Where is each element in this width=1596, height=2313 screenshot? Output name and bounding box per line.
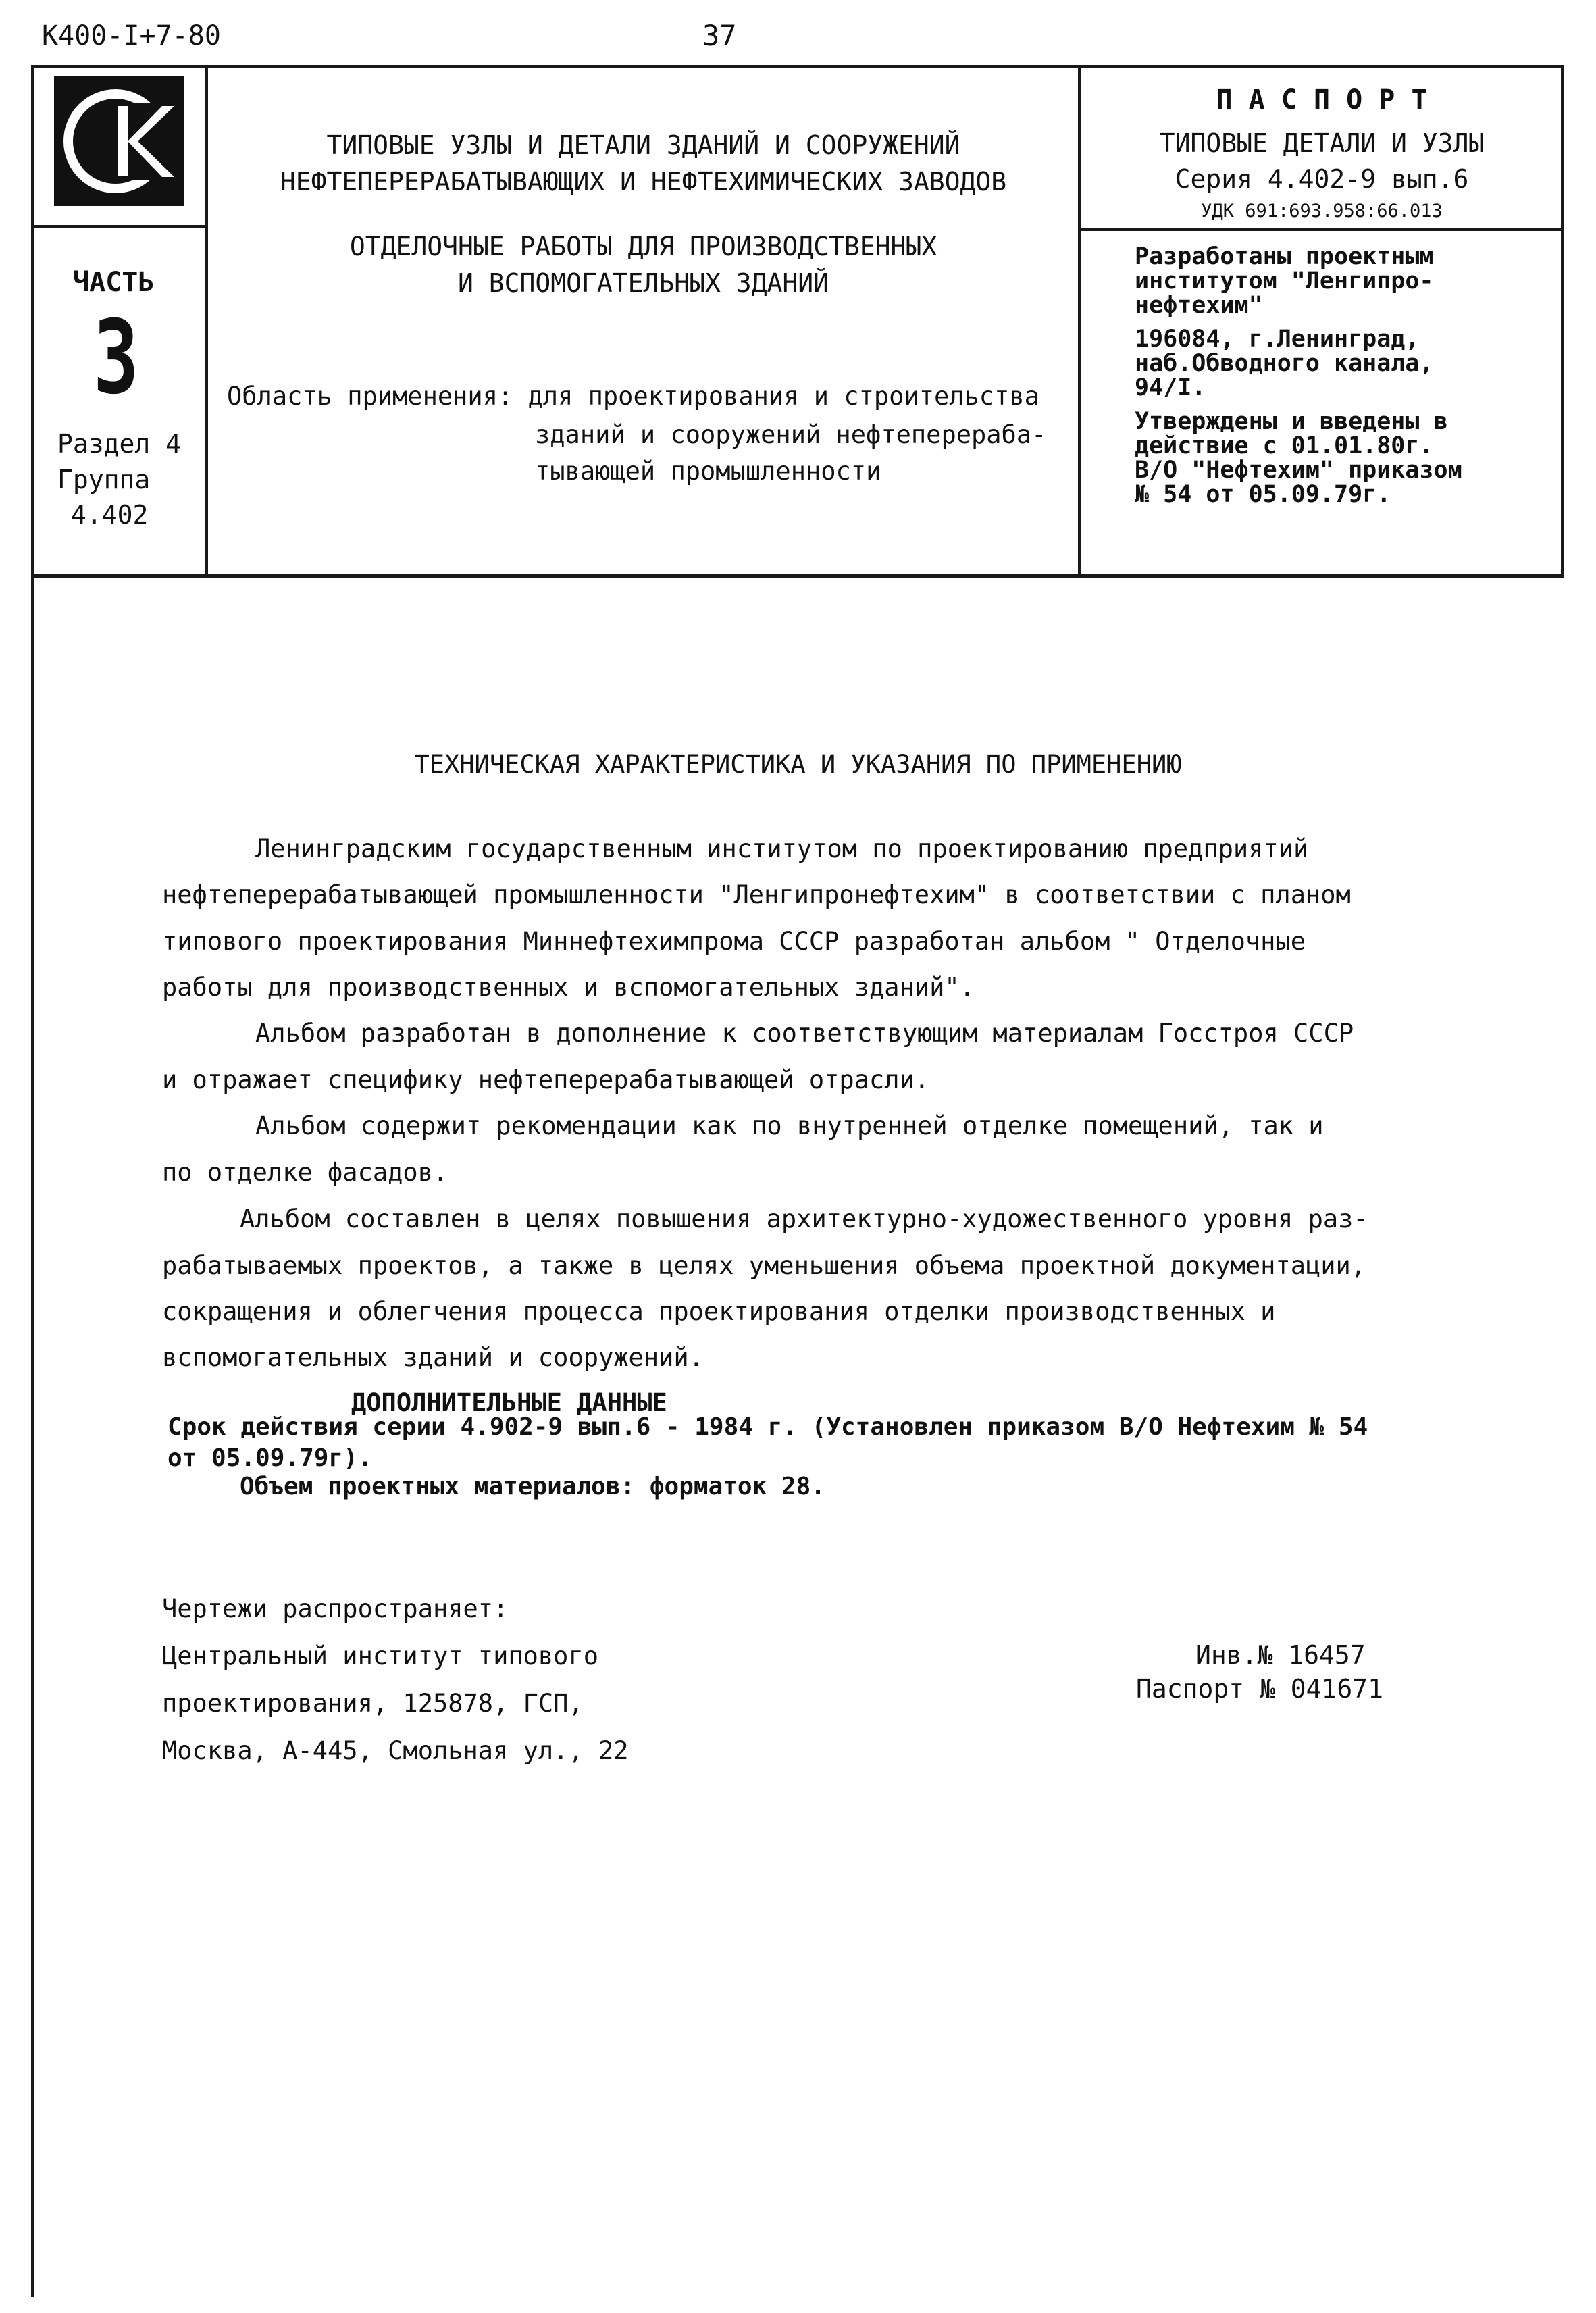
center-subtitle xyxy=(209,228,1077,301)
paragraph-line: Альбом составлен в целях повышения архитектурно-художественного уровня раз- xyxy=(240,1204,1368,1234)
developer-line: Разработаны проектным xyxy=(1135,243,1434,270)
part-label: ЧАСТЬ xyxy=(73,267,155,298)
distribution-line: Центральный институт типового xyxy=(162,1642,599,1671)
album-title-line1: ОТДЕЛОЧНЫЕ РАБОТЫ ДЛЯ ПРОИЗВОДСТВЕННЫХ xyxy=(349,232,937,261)
header-bottom-line xyxy=(31,574,1564,578)
validity-line: Срок действия серии 4.902-9 вып.6 - 1984 г. (Установлен приказом В/О Нефтехим № 54 xyxy=(168,1413,1368,1441)
passport-separator xyxy=(1079,228,1563,231)
group-label: Группа xyxy=(57,465,151,494)
paragraph-line: рабатываемых проектов, а также в целях уменьшения объема проектной документации, xyxy=(162,1251,1366,1280)
organization-logo xyxy=(54,76,184,206)
album-title-line2: И ВСПОМОГАТЕЛЬНЫХ ЗДАНИЙ xyxy=(457,268,829,298)
paragraph-line: по отделке фасадов. xyxy=(162,1158,448,1187)
center-header xyxy=(209,127,1077,200)
frame-top-line xyxy=(31,65,1564,68)
paragraph-line: нефтеперерабатывающей промышленности "Ленгипронефтехим" в соответствии с планом xyxy=(162,880,1351,909)
paragraph-line: Ленинградским государственным институтом по проектированию предприятий xyxy=(255,834,1309,863)
logo-ck-icon xyxy=(54,76,184,206)
paragraph-line: Альбом содержит рекомендации как по внутренней отделке помещений, так и xyxy=(255,1111,1324,1140)
approval-line: В/О "Нефтехим" приказом xyxy=(1135,457,1462,484)
developer-address: наб.Обводного канала, xyxy=(1135,350,1434,377)
distribution-line: Чертежи распространяет: xyxy=(162,1594,509,1623)
distribution-line: проектирования, 125878, ГСП, xyxy=(162,1689,584,1718)
frame-left-line xyxy=(31,65,34,2297)
scope-line1: Область применения: для проектирования и строительства xyxy=(227,382,1039,411)
paragraph-line: и отражает специфику нефтеперерабатывающей отрасли. xyxy=(162,1065,930,1094)
paragraph-line: сокращения и облегчения процесса проектирования отделки производственных и xyxy=(162,1297,1276,1326)
section-label: Раздел 4 xyxy=(57,429,182,459)
scope-line2: зданий и сооружений нефтеперераба- xyxy=(535,420,1047,449)
passport-line1: ТИПОВЫЕ ДЕТАЛИ И УЗЛЫ xyxy=(1159,128,1485,158)
series-title-line1: ТИПОВЫЕ УЗЛЫ И ДЕТАЛИ ЗДАНИЙ И СООРУЖЕНИЙ xyxy=(326,130,960,160)
approval-line: действие с 01.01.80г. xyxy=(1135,432,1434,459)
page-number: 37 xyxy=(702,19,737,52)
developer-info xyxy=(1135,245,1560,507)
part-number: 3 xyxy=(93,299,139,417)
passport-number: Паспорт № 041671 xyxy=(1136,1674,1384,1704)
inventory-number: Инв.№ 16457 xyxy=(1195,1640,1366,1670)
approval-line: Утверждены и введены в xyxy=(1135,408,1448,435)
paragraph-line: вспомогательных зданий и сооружений. xyxy=(162,1343,704,1372)
volume-line: Объем проектных материалов: форматок 28. xyxy=(240,1473,825,1500)
developer-address: 196084, г.Ленинград, xyxy=(1135,326,1420,353)
validity-line: от 05.09.79г). xyxy=(168,1444,373,1472)
passport-title: П А С П О Р Т xyxy=(1216,84,1428,116)
developer-address: 94/І. xyxy=(1135,374,1206,401)
group-number: 4.402 xyxy=(71,500,149,530)
logo-separator xyxy=(31,225,207,228)
scope-line3: тывающей промышленности xyxy=(535,457,881,486)
paragraph-line: типового проектирования Миннефтехимпрома СССР разработан альбом " Отделочные xyxy=(162,927,1306,956)
developer-line: институтом "Ленгипро- xyxy=(1135,268,1434,295)
developer-line: нефтехим" xyxy=(1135,292,1263,319)
approval-line: № 54 от 05.09.79г. xyxy=(1135,481,1391,508)
series-title-line2: НЕФТЕПЕРЕРАБАТЫВАЮЩИХ И НЕФТЕХИМИЧЕСКИХ ЗАВОДОВ xyxy=(280,167,1007,197)
passport-series: Серия 4.402-9 вып.6 xyxy=(1175,164,1469,194)
passport-udk: УДК 691:693.958:66.013 xyxy=(1201,201,1443,222)
additional-heading: ДОПОЛНИТЕЛЬНЫЕ ДАННЫЕ xyxy=(351,1388,667,1417)
document-code: К400-І+7-80 xyxy=(42,20,221,51)
paragraph-line: Альбом разработан в дополнение к соответствующим материалам Госстроя СССР xyxy=(255,1019,1354,1048)
paragraph-line: работы для производственных и вспомогательных зданий". xyxy=(162,973,975,1002)
main-heading: ТЕХНИЧЕСКАЯ ХАРАКТЕРИСТИКА И УКАЗАНИЯ ПО ПРИМЕНЕНИЮ xyxy=(414,750,1182,779)
left-column-divider xyxy=(205,65,208,577)
distribution-line: Москва, А-445, Смольная ул., 22 xyxy=(162,1736,629,1765)
